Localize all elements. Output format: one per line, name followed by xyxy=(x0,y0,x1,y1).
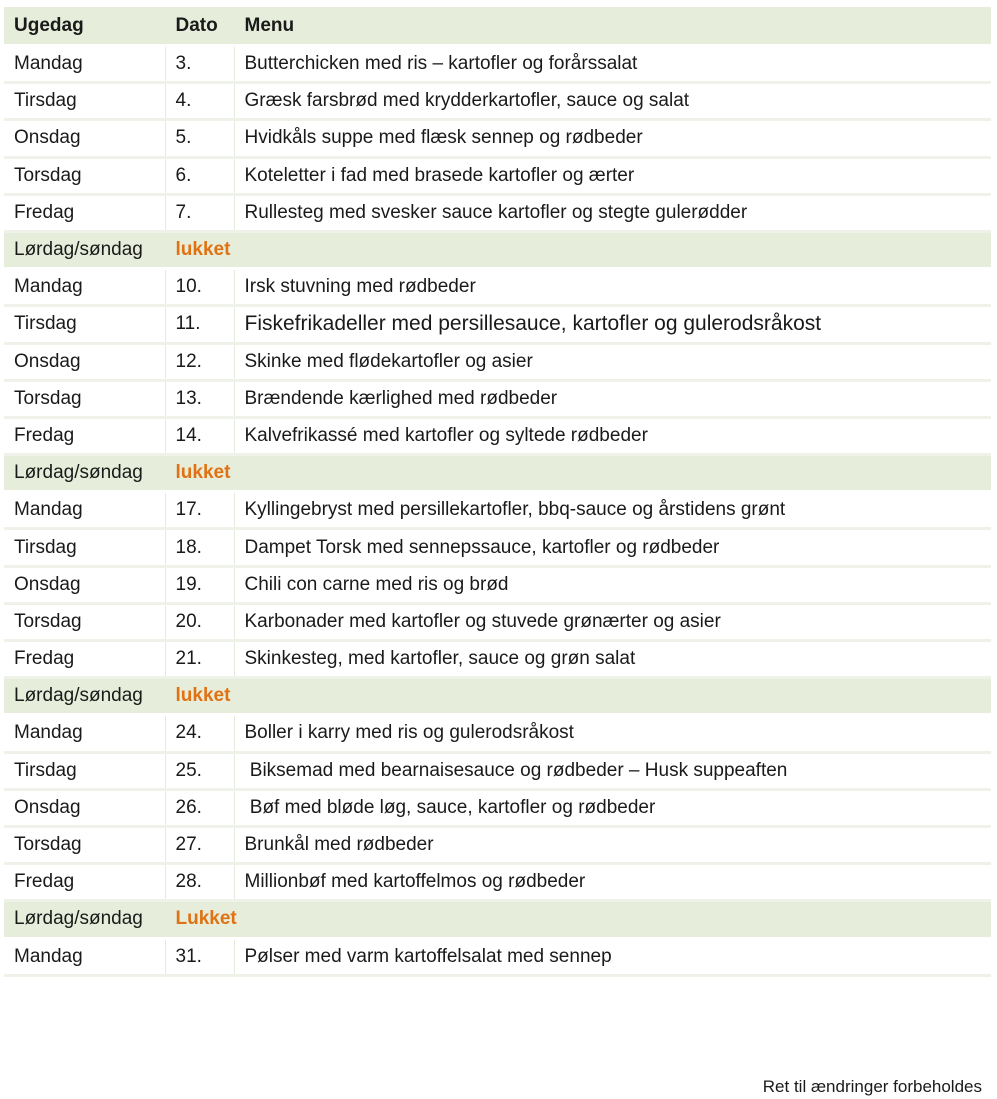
closed-status: lukket xyxy=(165,678,991,715)
header-menu: Menu xyxy=(234,7,991,46)
menu-cell: Skinkesteg, med kartofler, sauce og grøn salat xyxy=(234,641,991,678)
menu-cell: Brændende kærlighed med rødbeder xyxy=(234,380,991,417)
date-cell: 21. xyxy=(165,641,234,678)
weekday-cell: Torsdag xyxy=(4,603,165,640)
table-row xyxy=(4,938,991,975)
weekday-cell: Onsdag xyxy=(4,343,165,380)
menu-cell: Koteletter i fad med brasede kartofler og ærter xyxy=(234,157,991,194)
date-cell: 25. xyxy=(165,752,234,789)
closed-row xyxy=(4,231,991,268)
table-row xyxy=(4,566,991,603)
weekday-cell: Mandag xyxy=(4,46,165,83)
weekday-cell: Fredag xyxy=(4,417,165,454)
date-cell: 19. xyxy=(165,566,234,603)
menu-cell: Chili con carne med ris og brød xyxy=(234,566,991,603)
table-row xyxy=(4,417,991,454)
date-cell: 27. xyxy=(165,826,234,863)
weekday-cell: Lørdag/søndag xyxy=(4,231,165,268)
weekday-cell: Tirsdag xyxy=(4,83,165,120)
date-cell: 17. xyxy=(165,492,234,529)
date-cell: 11. xyxy=(165,306,234,343)
menu-cell: Karbonader med kartofler og stuvede grønærter og asier xyxy=(234,603,991,640)
menu-cell: Dampet Torsk med sennepssauce, kartofler og rødbeder xyxy=(234,529,991,566)
date-cell: 24. xyxy=(165,715,234,752)
date-cell: 4. xyxy=(165,83,234,120)
menu-cell: Skinke med flødekartofler og asier xyxy=(234,343,991,380)
weekday-cell: Fredag xyxy=(4,864,165,901)
table-row xyxy=(4,83,991,120)
menu-cell: Fiskefrikadeller med persillesauce, kartofler og gulerodsråkost xyxy=(234,306,991,343)
closed-row xyxy=(4,901,991,938)
date-cell: 5. xyxy=(165,120,234,157)
table-row xyxy=(4,46,991,83)
weekday-cell: Mandag xyxy=(4,492,165,529)
closed-status: lukket xyxy=(165,455,991,492)
table-row xyxy=(4,715,991,752)
table-row xyxy=(4,269,991,306)
weekday-cell: Lørdag/søndag xyxy=(4,678,165,715)
weekday-cell: Lørdag/søndag xyxy=(4,901,165,938)
closed-row xyxy=(4,455,991,492)
table-row xyxy=(4,157,991,194)
date-cell: 7. xyxy=(165,194,234,231)
weekday-cell: Mandag xyxy=(4,715,165,752)
date-cell: 18. xyxy=(165,529,234,566)
menu-cell: Bøf med bløde løg, sauce, kartofler og rødbeder xyxy=(234,789,991,826)
date-cell: 10. xyxy=(165,269,234,306)
table-row xyxy=(4,194,991,231)
header-row xyxy=(4,7,991,46)
table-row xyxy=(4,789,991,826)
table-row xyxy=(4,492,991,529)
weekday-cell: Fredag xyxy=(4,641,165,678)
header-weekday: Ugedag xyxy=(4,7,165,46)
weekday-cell: Torsdag xyxy=(4,157,165,194)
weekday-cell: Torsdag xyxy=(4,380,165,417)
date-cell: 28. xyxy=(165,864,234,901)
weekday-cell: Tirsdag xyxy=(4,529,165,566)
menu-cell: Boller i karry med ris og gulerodsråkost xyxy=(234,715,991,752)
date-cell: 3. xyxy=(165,46,234,83)
table-row xyxy=(4,380,991,417)
weekday-cell: Mandag xyxy=(4,269,165,306)
table-row xyxy=(4,120,991,157)
date-cell: 20. xyxy=(165,603,234,640)
table-row xyxy=(4,306,991,343)
menu-body xyxy=(4,46,991,976)
menu-table xyxy=(4,7,991,977)
weekday-cell: Mandag xyxy=(4,938,165,975)
menu-cell: Kyllingebryst med persillekartofler, bbq-sauce og årstidens grønt xyxy=(234,492,991,529)
weekday-cell: Onsdag xyxy=(4,789,165,826)
footer-note: Ret til ændringer forbeholdes xyxy=(762,1077,982,1096)
table-row xyxy=(4,826,991,863)
weekday-cell: Fredag xyxy=(4,194,165,231)
date-cell: 31. xyxy=(165,938,234,975)
date-cell: 14. xyxy=(165,417,234,454)
table-row xyxy=(4,603,991,640)
table-row xyxy=(4,529,991,566)
menu-cell: Græsk farsbrød med krydderkartofler, sauce og salat xyxy=(234,83,991,120)
table-row xyxy=(4,864,991,901)
weekday-cell: Tirsdag xyxy=(4,752,165,789)
weekday-cell: Tirsdag xyxy=(4,306,165,343)
date-cell: 12. xyxy=(165,343,234,380)
weekday-cell: Lørdag/søndag xyxy=(4,455,165,492)
menu-cell: Hvidkåls suppe med flæsk sennep og rødbeder xyxy=(234,120,991,157)
menu-cell: Irsk stuvning med rødbeder xyxy=(234,269,991,306)
date-cell: 6. xyxy=(165,157,234,194)
menu-cell: Kalvefrikassé med kartofler og syltede rødbeder xyxy=(234,417,991,454)
menu-cell: Rullesteg med svesker sauce kartofler og stegte gulerødder xyxy=(234,194,991,231)
table-row xyxy=(4,641,991,678)
menu-cell: Millionbøf med kartoffelmos og rødbeder xyxy=(234,864,991,901)
header-date: Dato xyxy=(165,7,234,46)
table-row xyxy=(4,343,991,380)
menu-cell: Pølser med varm kartoffelsalat med sennep xyxy=(234,938,991,975)
closed-row xyxy=(4,678,991,715)
menu-cell: Biksemad med bearnaisesauce og rødbeder – Husk suppeaften xyxy=(234,752,991,789)
date-cell: 26. xyxy=(165,789,234,826)
closed-status: lukket xyxy=(165,231,991,268)
menu-cell: Butterchicken med ris – kartofler og forårssalat xyxy=(234,46,991,83)
closed-status: Lukket xyxy=(165,901,991,938)
weekday-cell: Torsdag xyxy=(4,826,165,863)
date-cell: 13. xyxy=(165,380,234,417)
weekday-cell: Onsdag xyxy=(4,120,165,157)
table-row xyxy=(4,752,991,789)
weekday-cell: Onsdag xyxy=(4,566,165,603)
menu-cell: Brunkål med rødbeder xyxy=(234,826,991,863)
